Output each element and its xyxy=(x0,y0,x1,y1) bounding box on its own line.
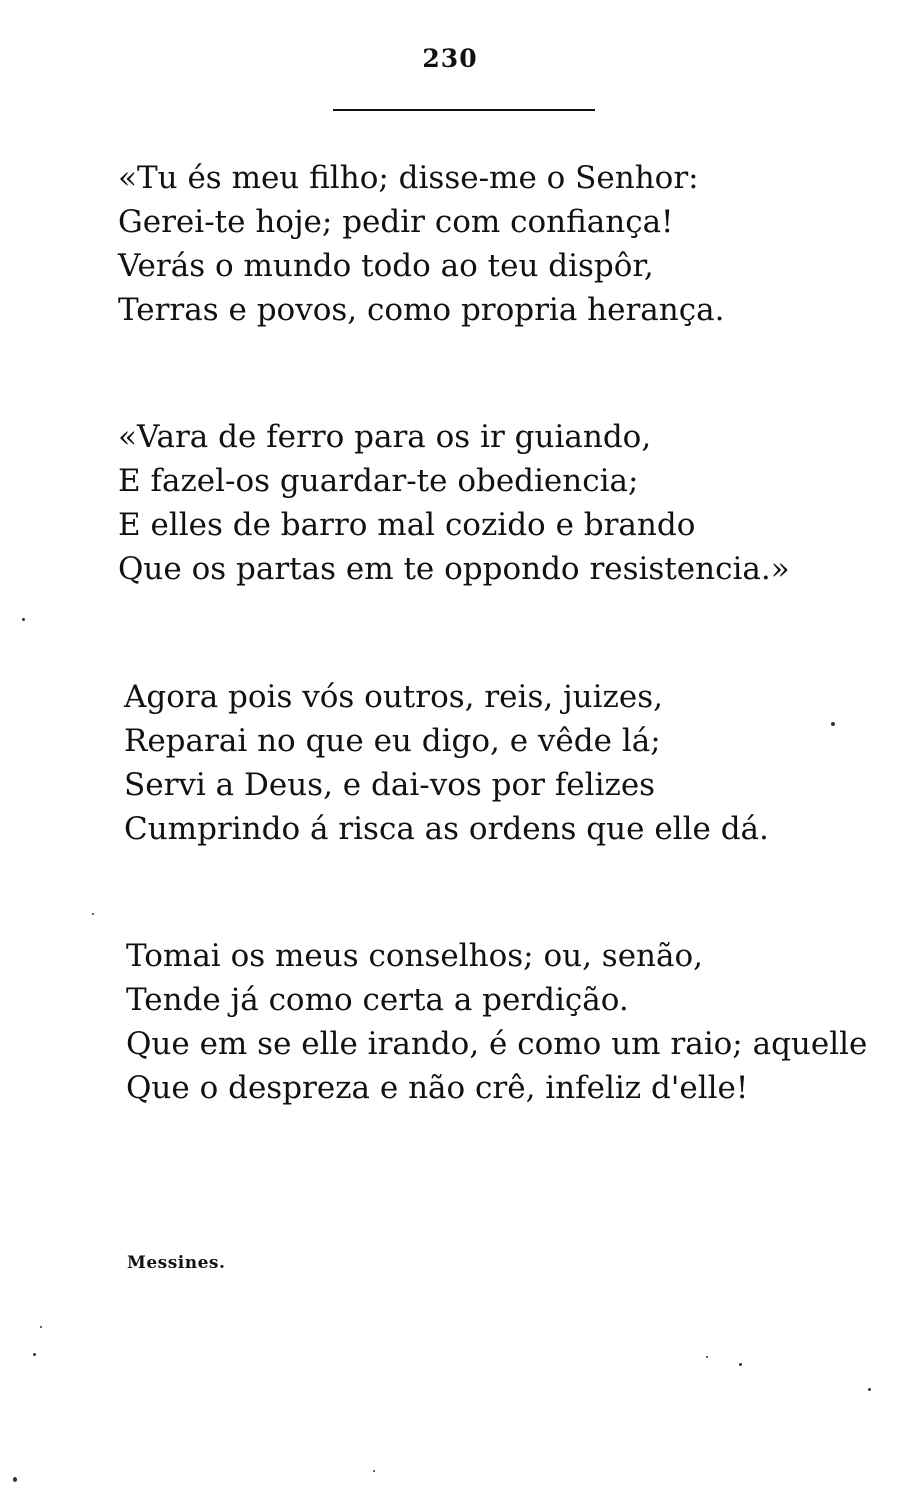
header-rule xyxy=(333,109,595,111)
ink-speck xyxy=(13,1477,17,1482)
stanza-3 xyxy=(124,675,769,851)
ink-speck xyxy=(92,913,94,915)
ink-speck xyxy=(831,722,835,726)
page-number: 230 xyxy=(422,44,478,73)
verse-line: E elles de barro mal cozido e brando xyxy=(118,507,696,543)
stanza-4 xyxy=(126,934,867,1110)
verse-line: Reparai no que eu digo, e vêde lá; xyxy=(124,723,661,759)
signature: Messines. xyxy=(127,1253,226,1273)
verse-line: Que o despreza e não crê, infeliz d'elle! xyxy=(126,1070,749,1106)
ink-speck xyxy=(868,1388,871,1391)
verse-line: Tende já como certa a perdição. xyxy=(126,982,629,1018)
ink-speck xyxy=(373,1470,375,1472)
verse-line: Servi a Deus, e dai-vos por felizes xyxy=(124,767,656,803)
verse-line: Que os partas em te oppondo resistencia.» xyxy=(118,551,790,587)
verse-line: Gerei-te hoje; pedir com confiança! xyxy=(118,204,674,240)
verse-line: Agora pois vós outros, reis, juizes, xyxy=(124,679,663,715)
verse-line: Terras e povos, como propria herança. xyxy=(118,292,725,328)
verse-line: Que em se elle irando, é como um raio; aquelle xyxy=(126,1026,868,1062)
ink-speck xyxy=(33,1353,36,1356)
verse-line: E fazel-os guardar-te obediencia; xyxy=(118,463,639,499)
verse-line: Tomai os meus conselhos; ou, senão, xyxy=(126,938,704,974)
ink-speck xyxy=(706,1356,708,1358)
stanza-2 xyxy=(118,415,790,591)
verse-line: «Tu és meu filho; disse-me o Senhor: xyxy=(118,160,699,196)
verse-line: «Vara de ferro para os ir guiando, xyxy=(118,419,652,455)
ink-speck xyxy=(40,1326,42,1328)
verse-line: Verás o mundo todo ao teu dispôr, xyxy=(118,248,654,284)
stanza-1 xyxy=(118,156,724,332)
verse-line: Cumprindo á risca as ordens que elle dá. xyxy=(124,811,769,847)
ink-speck xyxy=(22,618,25,621)
ink-speck xyxy=(739,1363,742,1366)
